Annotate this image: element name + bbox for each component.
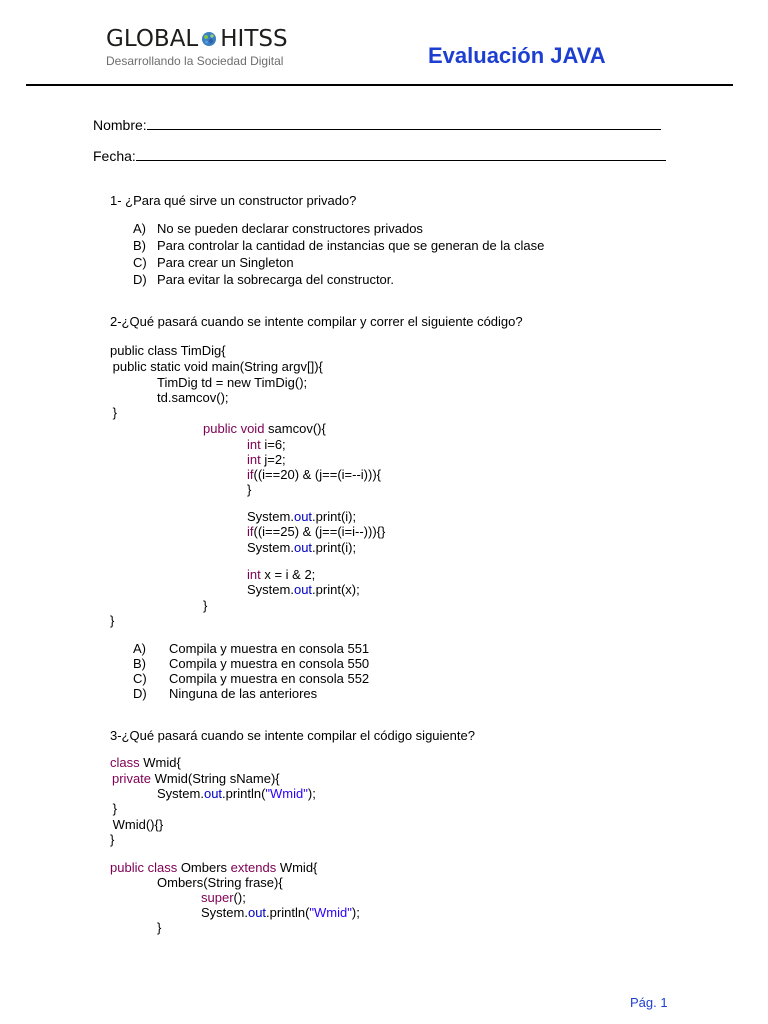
code-text: .print(x); xyxy=(312,582,360,597)
option-letter: D) xyxy=(133,272,147,287)
code-field: out xyxy=(293,509,313,524)
code-text: ((i==20) & (j==(i=--i))){ xyxy=(253,467,381,482)
code-text: System. xyxy=(247,509,294,524)
option-letter: B) xyxy=(133,238,146,253)
code-line xyxy=(201,905,360,920)
code-line xyxy=(247,467,381,482)
option-letter: C) xyxy=(133,671,147,686)
page-number: Pág. 1 xyxy=(630,995,668,1010)
code-text: .println( xyxy=(222,786,266,801)
code-line: public static void main(String argv[]){ xyxy=(109,359,323,374)
code-text: ((i==25) & (j==(i=i--))){} xyxy=(253,524,386,539)
code-line xyxy=(110,860,317,875)
code-line xyxy=(157,786,316,801)
logo-wordmark xyxy=(106,26,288,52)
code-text: ); xyxy=(307,786,316,801)
code-line xyxy=(247,437,286,452)
option-letter: C) xyxy=(133,255,147,270)
code-line: } xyxy=(110,832,115,847)
code-text: .print(i); xyxy=(312,509,357,524)
question-1-text: 1- ¿Para qué sirve un constructor privado? xyxy=(110,193,357,208)
code-text: Wmid(String sName){ xyxy=(151,771,280,786)
code-text: Wmid{ xyxy=(139,755,181,770)
code-keyword: if xyxy=(247,524,254,539)
code-keyword: if xyxy=(247,467,254,482)
code-line xyxy=(247,582,360,597)
q2-option-d[interactable] xyxy=(133,686,317,701)
code-keyword: public void xyxy=(203,421,265,436)
code-text: i=6; xyxy=(260,437,286,452)
option-text: Compila y muestra en consola 550 xyxy=(169,656,370,671)
date-label: Fecha: xyxy=(93,148,136,164)
code-keyword: super xyxy=(201,890,234,905)
code-line xyxy=(110,755,181,770)
code-line: Wmid(){} xyxy=(109,817,164,832)
date-field xyxy=(93,148,666,164)
code-string: "Wmid" xyxy=(265,786,308,801)
q1-option-c[interactable] xyxy=(133,255,294,270)
code-text: System. xyxy=(247,540,294,555)
code-line: } xyxy=(247,482,252,497)
q2-option-b[interactable] xyxy=(133,656,369,671)
code-keyword: class xyxy=(110,755,140,770)
code-field: out xyxy=(293,582,313,597)
code-line: } xyxy=(109,801,117,816)
code-text: .print(i); xyxy=(312,540,357,555)
code-keyword: int xyxy=(247,437,261,452)
code-text: ); xyxy=(351,905,360,920)
code-line: } xyxy=(110,613,115,628)
q1-option-a[interactable] xyxy=(133,221,423,236)
code-keyword: extends xyxy=(230,860,277,875)
name-label: Nombre: xyxy=(93,117,147,133)
code-text: samcov(){ xyxy=(264,421,326,436)
option-letter: D) xyxy=(133,686,147,701)
code-keyword: public class xyxy=(110,860,178,875)
code-line: } xyxy=(203,598,208,613)
code-text: System. xyxy=(201,905,248,920)
code-keyword: int xyxy=(247,452,261,467)
code-field: out xyxy=(203,786,223,801)
q1-option-d[interactable] xyxy=(133,272,394,287)
q2-option-c[interactable] xyxy=(133,671,369,686)
logo-right-text: HITSS xyxy=(220,26,288,52)
option-text: Ninguna de las anteriores xyxy=(169,686,318,701)
option-text: Para crear un Singleton xyxy=(157,255,294,270)
code-line xyxy=(247,524,385,539)
name-blank-line[interactable] xyxy=(147,117,661,130)
code-text: Wmid{ xyxy=(276,860,318,875)
code-string: "Wmid" xyxy=(309,905,352,920)
code-field: out xyxy=(293,540,313,555)
code-line: } xyxy=(157,920,162,935)
code-line: TimDig td = new TimDig(); xyxy=(157,375,308,390)
logo-left-text: GLOBAL xyxy=(106,26,199,52)
code-line xyxy=(112,771,280,786)
option-text: No se pueden declarar constructores privados xyxy=(157,221,423,236)
option-text: Compila y muestra en consola 551 xyxy=(169,641,370,656)
code-line: } xyxy=(109,405,117,420)
date-blank-line[interactable] xyxy=(136,148,666,161)
code-text: System. xyxy=(247,582,294,597)
q2-option-a[interactable] xyxy=(133,641,369,656)
q1-option-b[interactable] xyxy=(133,238,544,253)
logo-tagline: Desarrollando la Sociedad Digital xyxy=(106,54,284,68)
code-text: .println( xyxy=(266,905,310,920)
header-divider xyxy=(26,84,733,86)
code-text: j=2; xyxy=(260,452,286,467)
question-2-text: 2-¿Qué pasará cuando se intente compilar y correr el siguiente código? xyxy=(110,314,523,329)
code-field: out xyxy=(247,905,267,920)
code-line xyxy=(247,567,315,582)
option-text: Para controlar la cantidad de instancias que se generan de la clase xyxy=(157,238,545,253)
document-title: Evaluación JAVA xyxy=(428,43,606,68)
option-letter: A) xyxy=(133,641,146,656)
code-keyword: private xyxy=(112,771,152,786)
code-text: System. xyxy=(157,786,204,801)
option-text: Compila y muestra en consola 552 xyxy=(169,671,370,686)
code-line xyxy=(203,421,326,436)
question-3-text: 3-¿Qué pasará cuando se intente compilar el código siguiente? xyxy=(110,728,475,743)
company-logo xyxy=(106,26,288,68)
code-keyword: int xyxy=(247,567,261,582)
code-line: td.samcov(); xyxy=(157,390,229,405)
code-line xyxy=(247,452,286,467)
option-letter: B) xyxy=(133,656,146,671)
code-line: Ombers(String frase){ xyxy=(157,875,283,890)
code-text: x = i & 2; xyxy=(260,567,316,582)
globe-icon xyxy=(201,31,217,47)
code-line xyxy=(247,509,356,524)
name-field xyxy=(93,117,661,133)
code-line xyxy=(201,890,246,905)
code-text: (); xyxy=(233,890,246,905)
code-text: Ombers xyxy=(177,860,231,875)
option-text: Para evitar la sobrecarga del constructor. xyxy=(157,272,395,287)
option-letter: A) xyxy=(133,221,146,236)
code-line xyxy=(247,540,356,555)
code-line: public class TimDig{ xyxy=(110,343,226,358)
